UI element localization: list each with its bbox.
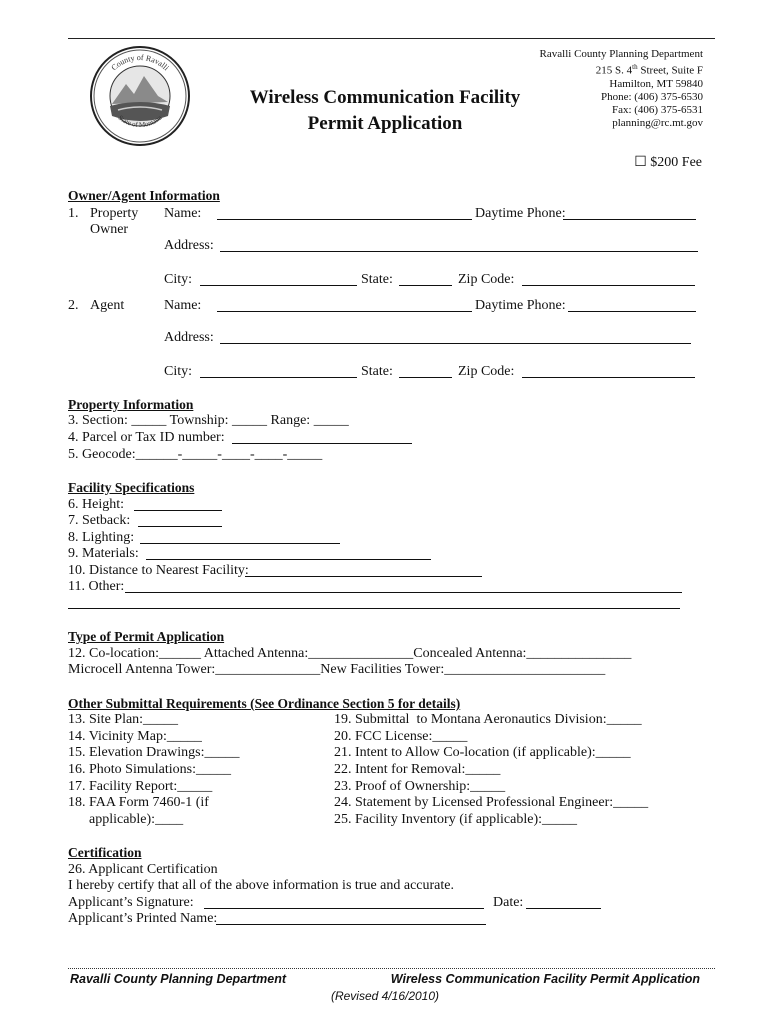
facility-distance-field[interactable] bbox=[245, 576, 482, 577]
permit-line12b[interactable]: Microcell Antenna Tower:_______________New Facilities Tower:_______________________ bbox=[68, 662, 606, 677]
facility-heading: Facility Specifications bbox=[68, 480, 195, 495]
agent-name-label: Name: bbox=[164, 298, 202, 313]
owner-city-field[interactable] bbox=[200, 285, 357, 286]
owner-name-label: Name: bbox=[164, 206, 202, 221]
printed-name-label: Applicant’s Printed Name: bbox=[68, 911, 218, 926]
item1-label: Property bbox=[90, 206, 139, 221]
footer-revised: (Revised 4/16/2010) bbox=[330, 989, 440, 1003]
item1-label2: Owner bbox=[90, 222, 129, 237]
facility-lighting-field[interactable] bbox=[140, 543, 340, 544]
submittal-item-22[interactable]: 22. Intent for Removal:_____ bbox=[334, 762, 501, 778]
agent-state-field[interactable] bbox=[399, 377, 452, 378]
facility-other-field-2[interactable] bbox=[68, 608, 680, 609]
submittal-item-15[interactable]: 15. Elevation Drawings:_____ bbox=[68, 745, 240, 761]
item2-label: Agent bbox=[90, 298, 125, 313]
department-fax: Fax: (406) 375-6531 bbox=[611, 103, 703, 116]
department-city: Hamilton, MT 59840 bbox=[609, 77, 703, 90]
permit-line12[interactable]: 12. Co-location:______ Attached Antenna:_______________Concealed Antenna:_______________ bbox=[68, 646, 632, 661]
agent-address-field[interactable] bbox=[220, 343, 691, 344]
property-heading: Property Information bbox=[68, 397, 194, 412]
footer-left: Ravalli County Planning Department bbox=[70, 972, 287, 986]
submittal-item-20[interactable]: 20. FCC License:_____ bbox=[334, 728, 468, 744]
facility-setback-field[interactable] bbox=[138, 526, 222, 527]
department-phone: Phone: (406) 375-6530 bbox=[600, 90, 703, 103]
submittal-item-21[interactable]: 21. Intent to Allow Co-location (if applicable):_____ bbox=[334, 745, 631, 761]
agent-phone-label: Daytime Phone: bbox=[475, 298, 566, 313]
owner-state-label: State: bbox=[361, 272, 393, 287]
top-rule bbox=[68, 38, 715, 39]
owner-phone-field[interactable] bbox=[563, 219, 696, 220]
submittal-item-14[interactable]: 14. Vicinity Map:_____ bbox=[68, 728, 202, 744]
submittal-item-13[interactable]: 13. Site Plan:_____ bbox=[68, 712, 179, 727]
facility-other-label: 11. Other: bbox=[68, 579, 125, 594]
agent-phone-field[interactable] bbox=[568, 311, 696, 312]
property-line3[interactable]: 3. Section: _____ Township: _____ Range: _____ bbox=[68, 413, 349, 428]
owner-city-label: City: bbox=[164, 272, 193, 287]
seal-bottom-text: State of Montana bbox=[116, 113, 164, 130]
submittal-item-19[interactable]: 19. Submittal to Montana Aeronautics Division:_____ bbox=[334, 712, 642, 727]
department-email: planning@rc.mt.gov bbox=[612, 116, 703, 129]
county-seal-icon bbox=[88, 44, 192, 148]
agent-city-field[interactable] bbox=[200, 377, 357, 378]
title-line2: Permit Application bbox=[307, 113, 463, 134]
parcel-field[interactable] bbox=[232, 443, 412, 444]
certification-heading: Certification bbox=[68, 845, 142, 860]
agent-city-label: City: bbox=[164, 364, 193, 379]
facility-height-label: 6. Height: bbox=[68, 497, 124, 512]
owner-state-field[interactable] bbox=[399, 285, 452, 286]
owner-zip-field[interactable] bbox=[522, 285, 695, 286]
department-header bbox=[540, 48, 703, 130]
submittal-item-16[interactable]: 16. Photo Simulations:_____ bbox=[68, 762, 231, 778]
item1-num: 1. bbox=[68, 206, 79, 221]
signature-field[interactable] bbox=[204, 908, 484, 909]
seal-top-text: County of Ravalli bbox=[109, 52, 171, 73]
footer-right: Wireless Communication Facility Permit Application bbox=[390, 972, 700, 986]
submittal-item-18-cont[interactable]: applicable):____ bbox=[68, 812, 184, 828]
owner-phone-label: Daytime Phone: bbox=[475, 206, 566, 221]
submittal-item-23[interactable]: 23. Proof of Ownership:_____ bbox=[334, 778, 506, 794]
submittal-item-18[interactable]: 18. FAA Form 7460-1 (if bbox=[68, 795, 209, 811]
printed-name-field[interactable] bbox=[216, 924, 486, 925]
facility-setback-label: 7. Setback: bbox=[68, 513, 131, 528]
submittal-item-25[interactable]: 25. Facility Inventory (if applicable):_____ bbox=[334, 812, 577, 828]
fee-label: $200 Fee bbox=[650, 155, 702, 170]
property-line4: 4. Parcel or Tax ID number: bbox=[68, 430, 225, 445]
owner-agent-heading: Owner/Agent Information bbox=[68, 188, 220, 203]
date-label: Date: bbox=[493, 895, 524, 910]
owner-name-field[interactable] bbox=[217, 219, 472, 220]
facility-lighting-label: 8. Lighting: bbox=[68, 530, 135, 545]
agent-zip-label: Zip Code: bbox=[458, 364, 515, 379]
facility-materials-label: 9. Materials: bbox=[68, 546, 139, 561]
permit-type-heading: Type of Permit Application bbox=[68, 629, 225, 644]
facility-distance-label: 10. Distance to Nearest Facility: bbox=[68, 563, 249, 578]
department-street: 215 S. 4th Street, Suite F bbox=[595, 63, 703, 77]
owner-address-field[interactable] bbox=[220, 251, 698, 252]
fee-checkbox-row[interactable] bbox=[634, 155, 702, 171]
fee-checkbox[interactable]: ☐ bbox=[634, 155, 647, 170]
submittal-item-17[interactable]: 17. Facility Report:_____ bbox=[68, 778, 213, 794]
submittal-left-list bbox=[68, 712, 239, 829]
department-name: Ravalli County Planning Department bbox=[539, 48, 703, 60]
facility-materials-field[interactable] bbox=[146, 559, 431, 560]
submittal-item-24[interactable]: 24. Statement by Licensed Professional Engineer:_____ bbox=[334, 795, 649, 811]
agent-state-label: State: bbox=[361, 364, 393, 379]
signature-label: Applicant’s Signature: bbox=[68, 895, 194, 910]
submittal-heading: Other Submittal Requirements (See Ordinance Section 5 for details) bbox=[68, 696, 461, 711]
facility-height-field[interactable] bbox=[134, 510, 222, 511]
date-field[interactable] bbox=[526, 908, 601, 909]
item2-num: 2. bbox=[68, 298, 79, 313]
form-title bbox=[215, 85, 555, 137]
agent-address-label: Address: bbox=[164, 330, 214, 345]
facility-other-field[interactable] bbox=[125, 592, 682, 593]
submittal-right-list bbox=[334, 712, 648, 829]
certification-line26: 26. Applicant Certification bbox=[68, 862, 218, 877]
title-line1: Wireless Communication Facility bbox=[249, 87, 521, 108]
property-line5[interactable]: 5. Geocode:______-_____-____-____-_____ bbox=[68, 447, 323, 462]
agent-zip-field[interactable] bbox=[522, 377, 695, 378]
agent-name-field[interactable] bbox=[217, 311, 472, 312]
owner-zip-label: Zip Code: bbox=[458, 272, 515, 287]
owner-address-label: Address: bbox=[164, 238, 214, 253]
footer-rule bbox=[68, 968, 715, 969]
certification-statement: I hereby certify that all of the above information is true and accurate. bbox=[68, 878, 454, 893]
